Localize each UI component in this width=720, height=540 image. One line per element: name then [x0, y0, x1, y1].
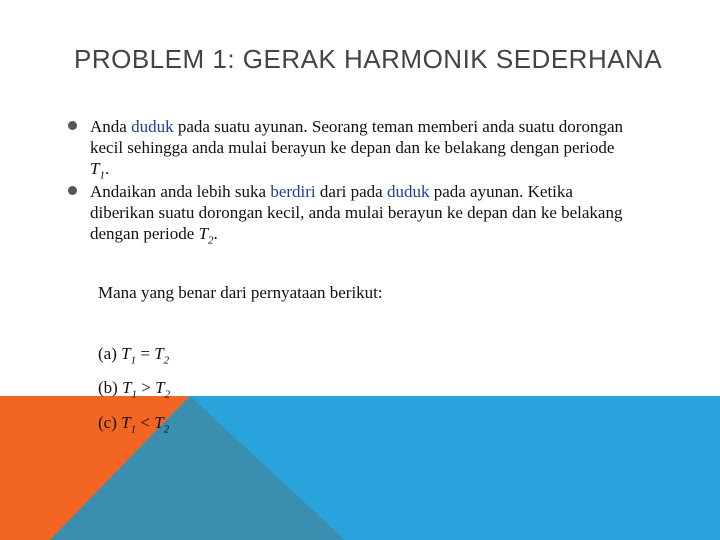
bullet-text: . — [104, 159, 110, 178]
bullet-item-1 — [68, 116, 628, 182]
bullet-text: pada suatu ayunan. Seorang teman memberi anda suatu dorongan kecil sehingga anda mulai berayun ke depan dan ke belakang dengan periode — [90, 117, 623, 157]
question-text: Mana yang benar dari pernyataan berikut: — [98, 283, 383, 302]
option-rhs: T — [154, 413, 164, 432]
option-rhs-subscript: 2 — [164, 388, 171, 401]
answer-option-b — [98, 378, 171, 401]
bullet-item-2 — [68, 181, 628, 247]
highlight-word: berdiri — [270, 182, 316, 201]
bullet-text: . — [213, 224, 218, 243]
option-label: (b) — [98, 378, 123, 397]
answer-option-c — [98, 413, 170, 436]
option-operator: > — [137, 378, 156, 397]
option-operator: < — [136, 413, 155, 432]
bullet-text: dari pada — [315, 182, 387, 201]
option-operator: = — [136, 344, 155, 363]
bullet-dot-icon — [68, 186, 77, 195]
bullet-text: Anda — [90, 117, 132, 136]
period-subscript: 2 — [208, 234, 214, 247]
option-rhs: T — [155, 378, 165, 397]
option-lhs: T — [121, 413, 131, 432]
option-label: (a) — [98, 344, 122, 363]
option-rhs-subscript: 2 — [163, 354, 170, 367]
option-lhs: T — [121, 344, 131, 363]
bullet-text: Andaikan anda lebih suka — [90, 182, 271, 201]
bullet-dot-icon — [68, 121, 77, 130]
option-lhs-subscript: 1 — [131, 388, 138, 401]
option-rhs: T — [154, 344, 164, 363]
option-lhs-subscript: 1 — [130, 354, 137, 367]
option-rhs-subscript: 2 — [163, 423, 170, 436]
period-symbol: T — [90, 159, 100, 178]
option-lhs: T — [122, 378, 132, 397]
slide-title: PROBLEM 1: GERAK HARMONIK SEDERHANA — [74, 44, 663, 74]
option-label: (c) — [98, 413, 122, 432]
highlight-word: duduk — [131, 117, 174, 136]
period-symbol: T — [198, 224, 209, 243]
answer-option-a — [98, 344, 170, 367]
period-subscript: 1 — [99, 169, 105, 182]
bullet-text: pada ayunan. Ketika diberikan suatu dorongan kecil, anda mulai berayun ke depan dan ke belakang dengan periode — [90, 182, 623, 243]
option-lhs-subscript: 1 — [130, 423, 137, 436]
highlight-word: duduk — [386, 182, 430, 201]
bullet-list — [68, 116, 628, 246]
